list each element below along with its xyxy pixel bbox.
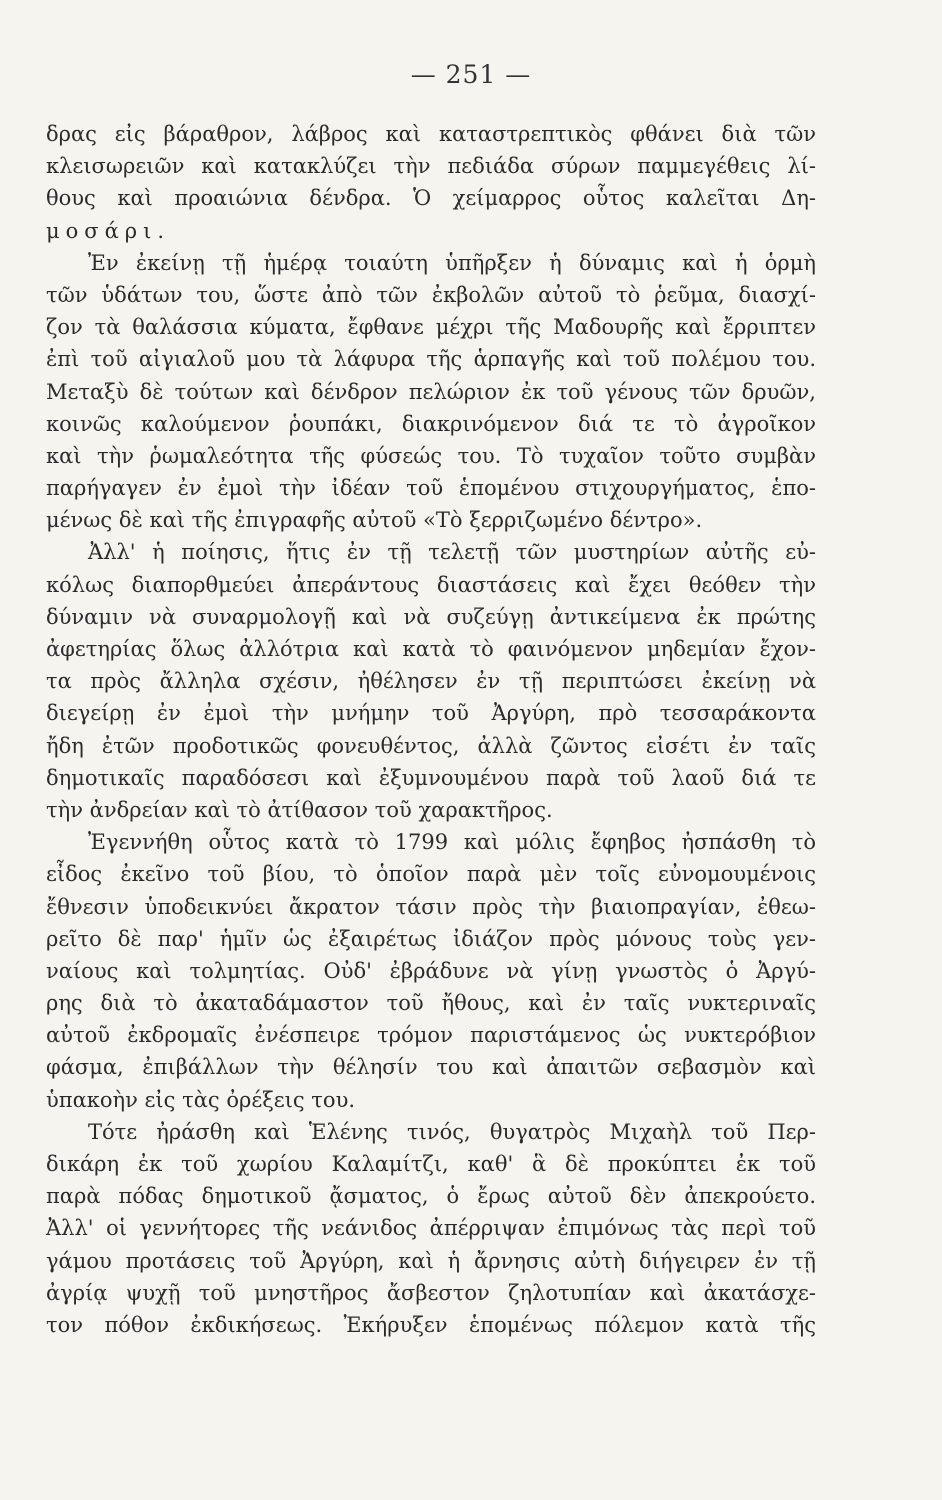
text-line: δύναμιν νὰ συναρμολογῇ καὶ νὰ συζεύγῃ ἀντικείμενα ἐκ πρώτης bbox=[46, 604, 816, 629]
text-line: κοινῶς καλούμενον ῥουπάκι, διακρινόμενον διά τε τὸ ἀγροῖκον bbox=[46, 411, 816, 436]
text-line: τῶν ὑδάτων του, ὥστε ἀπὸ τῶν ἐκβολῶν αὐτοῦ τὸ ῥεῦμα, διασχί- bbox=[46, 282, 816, 307]
text-line: ἐπὶ τοῦ αἰγιαλοῦ μου τὰ λάφυρα τῆς ἁρπαγῆς καὶ τοῦ πολέμου του. bbox=[46, 347, 816, 372]
text-line: φάσμα, ἐπιβάλλων τὴν θέλησίν του καὶ ἀπαιτῶν σεβασμὸν καὶ bbox=[46, 1055, 816, 1080]
text-line: Ἐν ἐκείνῃ τῇ ἡμέρᾳ τοιαύτη ὑπῆρξεν ἡ δύναμις καὶ ἡ ὁρμὴ bbox=[88, 250, 816, 275]
text-line: μένως δὲ καὶ τῆς ἐπιγραφῆς αὐτοῦ «Τὸ ξερριζωμένο δέντρο». bbox=[46, 508, 703, 533]
text-line: ρεῖτο δὲ παρ' ἡμῖν ὡς ἐξαιρέτως ἰδιάζον πρὸς μόνους τοὺς γεν- bbox=[46, 926, 816, 951]
text-line: ἀγρίᾳ ψυχῇ τοῦ μνηστῆρος ἄσβεστον ζηλοτυπίαν καὶ ἀκατάσχε- bbox=[46, 1280, 816, 1305]
text-line: τὴν ἀνδρείαν καὶ τὸ ἀτίθασον τοῦ χαρακτῆρος. bbox=[46, 797, 553, 822]
text-line: ρης διὰ τὸ ἀκαταδάμαστον τοῦ ἤθους, καὶ ἐν ταῖς νυκτεριναῖς bbox=[46, 991, 816, 1016]
text-line: παρήγαγεν ἐν ἐμοὶ τὴν ἰδέαν τοῦ ἑπομένου στιχουργήματος, ἑπο- bbox=[46, 476, 816, 501]
page-number: — 251 — bbox=[410, 60, 532, 89]
body-text bbox=[46, 118, 816, 1341]
text-line: κόλως διαπορθμεύει ἀπεράντους διαστάσεις καὶ ἔχει θεόθεν τὴν bbox=[46, 572, 816, 597]
text-line: γάμου προτάσεις τοῦ Ἀργύρη, καὶ ἡ ἄρνησις αὐτὴ διήγειρεν ἐν τῇ bbox=[46, 1248, 816, 1273]
text-line: καὶ τὴν ῥωμαλεότητα τῆς φύσεώς του. Τὸ τυχαῖον τοῦτο συμβὰν bbox=[46, 443, 816, 468]
text-line: ἔθνεσιν ὑποδεικνύει ἄκρατον τάσιν πρὸς τὴν βιαιοπραγίαν, ἐθεω- bbox=[46, 894, 816, 919]
text-line: αὐτοῦ ἐκδρομαῖς ἐνέσπειρε τρόμον παριστάμενος ὡς νυκτερόβιον bbox=[46, 1023, 816, 1048]
text-line: ἤδη ἐτῶν προδοτικῶς φονευθέντος, ἀλλὰ ζῶντος εἰσέτι ἐν ταῖς bbox=[46, 733, 816, 758]
text-line: διεγείρῃ ἐν ἐμοὶ τὴν μνήμην τοῦ Ἀργύρη, πρὸ τεσσαράκοντα bbox=[46, 701, 816, 726]
text-line: Μεταξὺ δὲ τούτων καὶ δένδρον πελώριον ἐκ τοῦ γένους τῶν δρυῶν, bbox=[46, 379, 816, 404]
text-line: τα πρὸς ἄλληλα σχέσιν, ἠθέλησεν ἐν τῇ περιπτώσει ἐκείνῃ νὰ bbox=[46, 669, 816, 694]
text-line: δημοτικαῖς παραδόσεσι καὶ ἐξυμνουμένου παρὰ τοῦ λαοῦ διά τε bbox=[46, 765, 816, 790]
text-line: ὑπακοὴν εἰς τὰς ὀρέξεις του. bbox=[46, 1087, 356, 1112]
text-line: Ἀλλ' ἡ ποίησις, ἥτις ἐν τῇ τελετῇ τῶν μυστηρίων αὐτῆς εὐ- bbox=[88, 540, 816, 565]
text-line: ναίους καὶ τολμητίας. Οὐδ' ἐβράδυνε νὰ γίνῃ γνωστὸς ὁ Ἀργύ- bbox=[46, 958, 816, 983]
text-line: εἶδος ἐκεῖνο τοῦ βίου, τὸ ὁποῖον παρὰ μὲν τοῖς εὐνομουμένοις bbox=[46, 862, 816, 887]
text-line: μοσάρι. bbox=[46, 218, 171, 243]
text-line: τον πόθον ἐκδικήσεως. Ἐκήρυξεν ἑπομένως πόλεμον κατὰ τῆς bbox=[46, 1312, 816, 1337]
text-line: δρας εἰς βάραθρον, λάβρος καὶ καταστρεπτικὸς φθάνει διὰ τῶν bbox=[46, 122, 816, 146]
text-line: Ἐγεννήθη οὗτος κατὰ τὸ 1799 καὶ μόλις ἔφηβος ἠσπάσθη τὸ bbox=[88, 830, 816, 855]
text-line: κλεισωρειῶν καὶ κατακλύζει τὴν πεδιάδα σύρων παμμεγέθεις λί- bbox=[46, 154, 816, 179]
text-line: ζον τὰ θαλάσσια κύματα, ἔφθανε μέχρι τῆς Μαδουρῆς καὶ ἔρριπτεν bbox=[46, 315, 816, 340]
text-line: δικάρη ἐκ τοῦ χωρίου Καλαμίτζι, καθ' ἃ δὲ προκύπτει ἐκ τοῦ bbox=[46, 1152, 816, 1176]
text-line: Ἀλλ' οἱ γεννήτορες τῆς νεάνιδος ἀπέρριψαν ἐπιμόνως τὰς περὶ τοῦ bbox=[46, 1216, 816, 1241]
text-line: παρὰ πόδας δημοτικοῦ ᾄσματος, ὁ ἔρως αὐτοῦ δὲν ἀπεκρούετο. bbox=[46, 1184, 816, 1209]
text-line: Τότε ἠράσθη καὶ Ἑλένης τινός, θυγατρὸς Μιχαὴλ τοῦ Περ- bbox=[88, 1119, 816, 1144]
text-line: ἀφετηρίας ὅλως ἀλλότρια καὶ κατὰ τὸ φαινόμενον μηδεμίαν ἔχον- bbox=[46, 637, 816, 661]
text-line: θους καὶ προαιώνια δένδρα. Ὁ χείμαρρος οὗτος καλεῖται Δη- bbox=[46, 186, 816, 211]
